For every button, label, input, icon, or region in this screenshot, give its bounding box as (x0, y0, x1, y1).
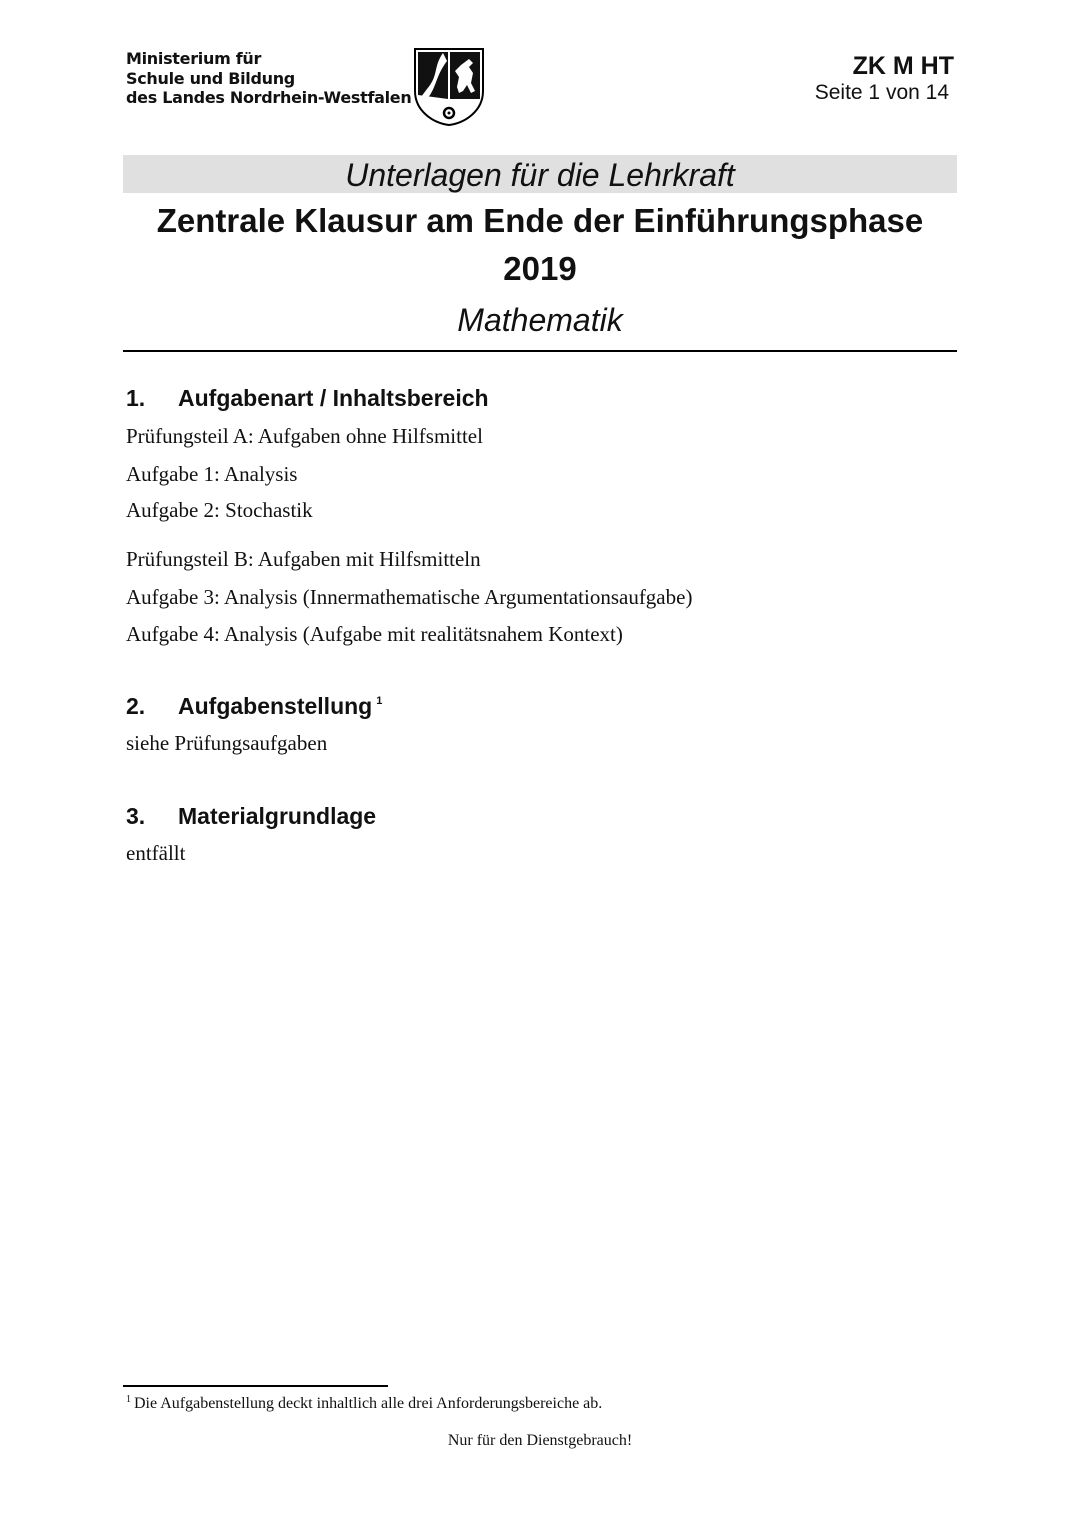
body-line: Aufgabe 4: Analysis (Aufgabe mit realitätsnahem Kontext) (126, 622, 623, 646)
footnote-reference: 1 (376, 695, 383, 707)
section-heading-text: Aufgabenstellung (178, 693, 373, 719)
section-heading: Materialgrundlage (178, 803, 377, 829)
ministry-name (126, 49, 411, 108)
document-year: 2019 (503, 250, 577, 287)
subtitle: Unterlagen für die Lehrkraft (345, 157, 735, 193)
section-heading (178, 693, 382, 720)
footnote-text: Die Aufgabenstellung deckt inhaltlich alle drei Anforderungsbereiche ab. (134, 1395, 603, 1412)
section-number: 3. (126, 803, 146, 829)
footnote (126, 1394, 602, 1413)
subject: Mathematik (457, 302, 623, 338)
section-heading: Aufgabenart / Inhaltsbereich (178, 385, 489, 411)
body-line: entfällt (126, 841, 186, 865)
body-line: Aufgabe 3: Analysis (Innermathematische Argumentationsaufgabe) (126, 585, 693, 609)
ministry-line: Ministerium für (126, 49, 262, 68)
ministry-line: Schule und Bildung (126, 68, 295, 88)
body-line: Prüfungsteil B: Aufgaben mit Hilfsmitteln (126, 547, 481, 571)
nrw-coat-of-arms-logo (413, 47, 485, 127)
body-line: Prüfungsteil A: Aufgaben ohne Hilfsmittel (126, 424, 483, 448)
page-number: Seite 1 von 14 (814, 81, 949, 104)
ministry-line: des Landes Nordrhein-Westfalen (126, 88, 412, 107)
document-code: ZK M HT (852, 52, 954, 80)
body-line: Aufgabe 1: Analysis (126, 462, 298, 486)
section-number: 2. (126, 693, 146, 719)
body-line: Aufgabe 2: Stochastik (126, 498, 313, 522)
footer-notice: Nur für den Dienstgebrauch! (447, 1432, 633, 1449)
section-number: 1. (126, 385, 146, 411)
document-title: Zentrale Klausur am Ende der Einführungsphase (156, 202, 924, 239)
title-divider (123, 350, 957, 352)
footnote-divider (123, 1385, 388, 1387)
footnote-mark: 1 (126, 1394, 131, 1405)
body-line: siehe Prüfungsaufgaben (126, 731, 328, 755)
